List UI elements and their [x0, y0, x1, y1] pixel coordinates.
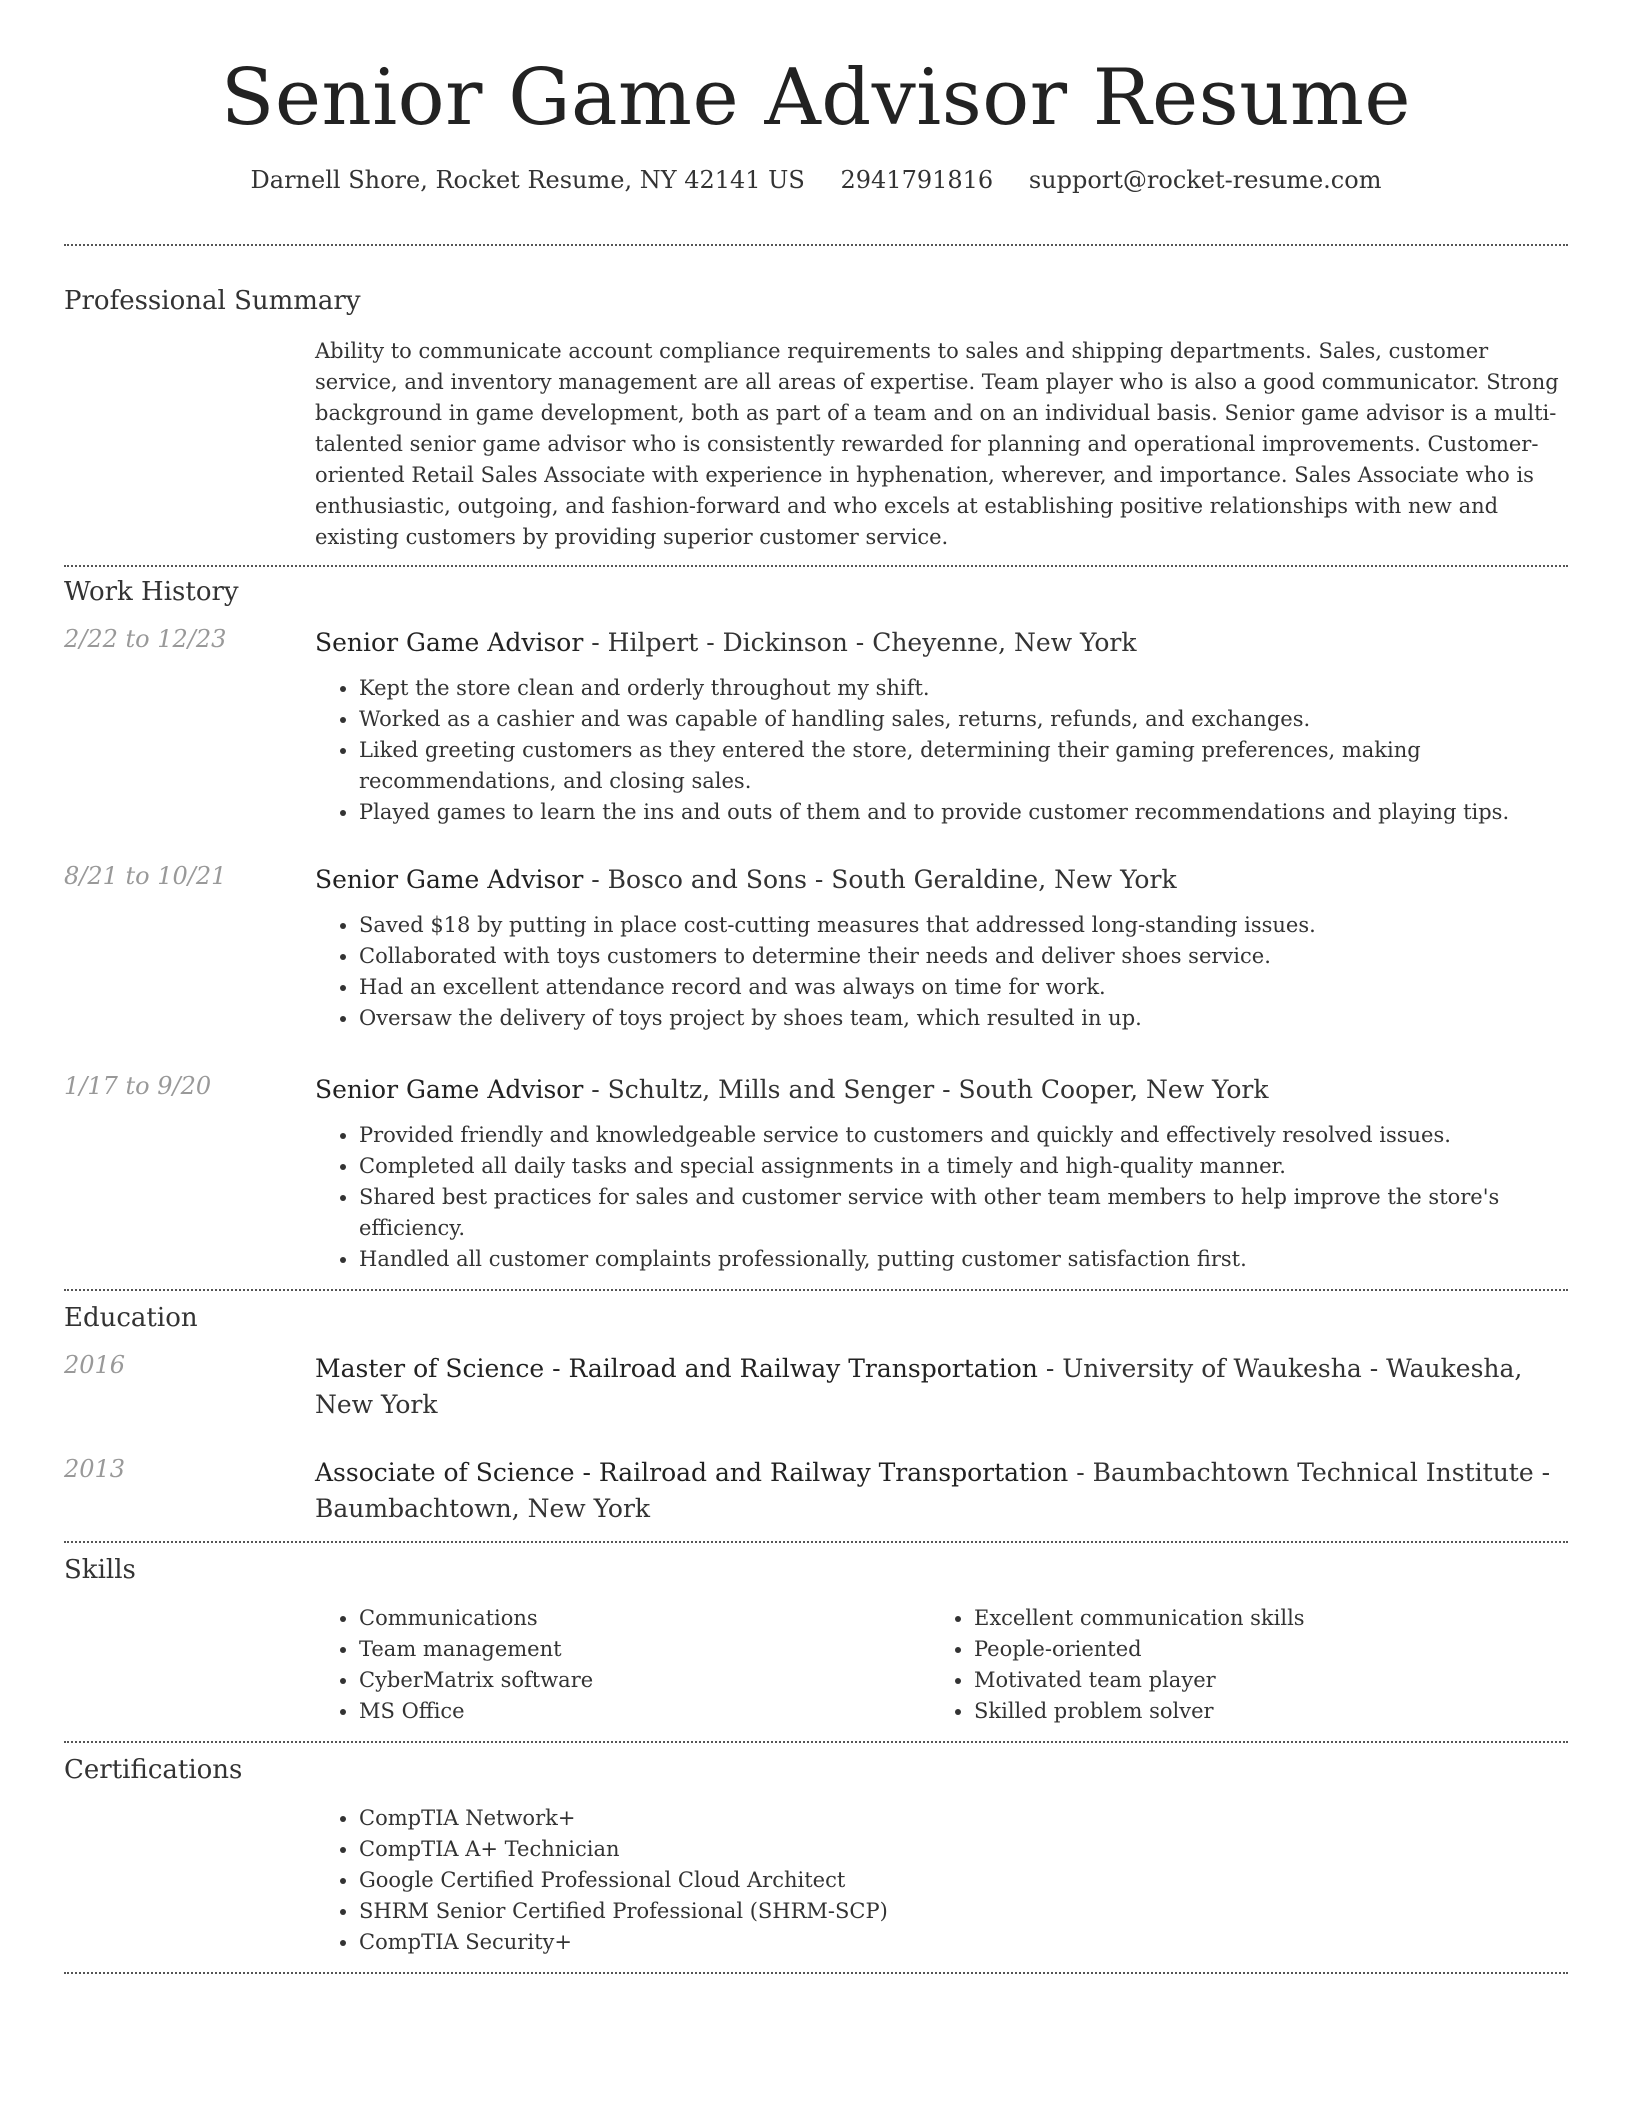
job-bullets: [315, 910, 1568, 1034]
section-title-work: Work History: [64, 576, 239, 607]
list-item: • Saved $18 by putting in place cost-cutting measures that addressed long-standing issues.: [359, 910, 1568, 941]
list-item: • Had an excellent attendance record and was always on time for work.: [359, 972, 1568, 1003]
certifications-list: [315, 1803, 1568, 1958]
job-bullets: [315, 1120, 1568, 1275]
job-entry: [64, 862, 1568, 1034]
job-heading: [315, 862, 1568, 898]
job-employer: - Schultz, Mills and Senger - South Cooper, New York: [583, 1074, 1269, 1104]
education-year: 2013: [64, 1454, 126, 1483]
job-title: Senior Game Advisor: [315, 864, 584, 894]
job-heading: [315, 1072, 1568, 1108]
divider: [64, 244, 1568, 246]
job-dates: 8/21 to 10/21: [64, 861, 227, 890]
job-entry: [64, 625, 1568, 828]
job-dates: 2/22 to 12/23: [64, 624, 227, 653]
list-item: • Skilled problem solver: [974, 1696, 1545, 1727]
divider: [64, 1972, 1568, 1974]
job-employer: - Hilpert - Dickinson - Cheyenne, New York: [583, 627, 1137, 657]
job-employer: - Bosco and Sons - South Geraldine, New York: [583, 864, 1177, 894]
list-item: • Team management: [359, 1634, 930, 1665]
skills-list-left: [315, 1603, 930, 1727]
list-item: • Handled all customer complaints professionally, putting customer satisfaction first.: [359, 1244, 1568, 1275]
contact-address: Darnell Shore, Rocket Resume, NY 42141 US: [250, 165, 805, 194]
section-title-certifications: Certifications: [64, 1754, 243, 1785]
list-item: • Collaborated with toys customers to determine their needs and deliver shoes service.: [359, 941, 1568, 972]
job-heading: [315, 625, 1568, 661]
list-item: • People-oriented: [974, 1634, 1545, 1665]
school-name: - University of Waukesha - Waukesha, New York: [315, 1353, 1523, 1419]
education-heading: [315, 1455, 1568, 1527]
job-bullets: [315, 673, 1568, 828]
list-item: • SHRM Senior Certified Professional (SHRM-SCP): [359, 1896, 1568, 1927]
divider: [64, 565, 1568, 567]
list-item: • Communications: [359, 1603, 930, 1634]
summary-text: Ability to communicate account compliance requirements to sales and shipping departments. Sales, customer service, and inventory management are all areas of expertise. Team player who is also a good communicator. Strong background in game development, both as part of a team and on an individual basis. Senior game advisor is a multi-talented senior game advisor who is consistently rewarded for planning and operational improvements. Customer-oriented Retail Sales Associate with experience in hyphenation, wherever, and importance. Sales Associate who is enthusiastic, outgoing, and fashion-forward and who excels at establishing positive relationships with new and existing customers by providing superior customer service.: [315, 338, 1559, 549]
education-heading: [315, 1351, 1568, 1423]
work-history-section: [64, 577, 1568, 1289]
list-item: • CompTIA Security+: [359, 1927, 1568, 1958]
school-name: - Baumbachtown Technical Institute - Baumbachtown, New York: [315, 1457, 1551, 1523]
divider: [64, 1741, 1568, 1743]
job-entry: [64, 1072, 1568, 1289]
education-year: 2016: [64, 1350, 126, 1379]
list-item: • Played games to learn the ins and outs of them and to provide customer recommendations and playing tips.: [359, 797, 1568, 828]
job-title: Senior Game Advisor: [315, 1074, 584, 1104]
list-item: • CyberMatrix software: [359, 1665, 930, 1696]
education-entry: [64, 1455, 1568, 1527]
list-item: • Google Certified Professional Cloud Architect: [359, 1865, 1568, 1896]
list-item: • Motivated team player: [974, 1665, 1545, 1696]
job-dates: 1/17 to 9/20: [64, 1071, 212, 1100]
skills-list-right: [930, 1603, 1545, 1727]
list-item: • Provided friendly and knowledgeable service to customers and quickly and effectively resolved issues.: [359, 1120, 1568, 1151]
list-item: • MS Office: [359, 1696, 930, 1727]
contact-email: support@rocket-resume.com: [1028, 165, 1382, 194]
summary-section: [64, 286, 1568, 553]
certifications-section: [64, 1755, 1568, 1958]
divider: [64, 1541, 1568, 1543]
list-item: • Kept the store clean and orderly throughout my shift.: [359, 673, 1568, 704]
list-item: • Liked greeting customers as they entered the store, determining their gaming preferences, making recommendations, and closing sales.: [359, 735, 1568, 797]
degree-name: Master of Science - Railroad and Railway Transportation: [315, 1353, 1038, 1383]
resume-page: [64, 0, 1568, 1974]
list-item: • Worked as a cashier and was capable of handling sales, returns, refunds, and exchanges.: [359, 704, 1568, 735]
contact-line: [64, 166, 1568, 194]
degree-name: Associate of Science - Railroad and Railway Transportation: [315, 1457, 1069, 1487]
list-item: • CompTIA Network+: [359, 1803, 1568, 1834]
divider: [64, 1289, 1568, 1291]
list-item: • Completed all daily tasks and special assignments in a timely and high-quality manner.: [359, 1151, 1568, 1182]
education-entry: [64, 1351, 1568, 1423]
certifications-block: [315, 1803, 1568, 1958]
skills-grid: [315, 1603, 1568, 1727]
list-item: • Shared best practices for sales and customer service with other team members to help improve the store's efficiency.: [359, 1182, 1568, 1244]
skills-section: [64, 1555, 1568, 1727]
list-item: • Oversaw the delivery of toys project by shoes team, which resulted in up.: [359, 1003, 1568, 1034]
job-title: Senior Game Advisor: [315, 627, 584, 657]
education-section: [64, 1303, 1568, 1527]
contact-phone: 2941791816: [840, 165, 994, 194]
section-title-summary: Professional Summary: [64, 285, 361, 316]
section-title-education: Education: [64, 1302, 198, 1333]
section-title-skills: Skills: [64, 1554, 136, 1585]
page-title: Senior Game Advisor Resume: [220, 53, 1412, 143]
list-item: • Excellent communication skills: [974, 1603, 1545, 1634]
list-item: • CompTIA A+ Technician: [359, 1834, 1568, 1865]
